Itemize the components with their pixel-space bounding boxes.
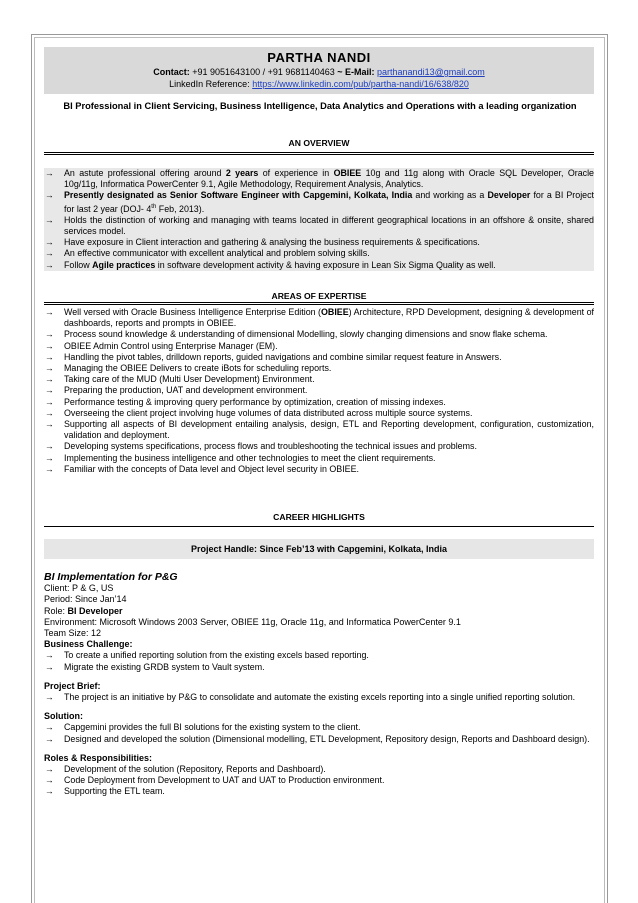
bullet-text: of experience in [258,168,334,178]
bullet-item [44,352,594,363]
candidate-name: PARTHA NANDI [267,50,371,65]
arrow-bullet-icon: → [45,419,54,430]
project-team-size: Team Size: 12 [44,628,102,639]
bullet-item [44,397,594,408]
bullet-text: OBIEE [321,307,349,317]
arrow-bullet-icon: → [45,351,54,362]
bullet-item [44,307,594,329]
bullet-text: 2 years [225,168,259,178]
bullet-text: Overseeing the client project involving huge volumes of data distributed across multiple source systems. [64,407,473,418]
bullet-text: Follow [64,259,93,270]
bullet-text: Developing systems specifications, process flows and troubleshooting the technical issues and problems. [64,441,477,452]
career-heading: CAREER HIGHLIGHTS [273,512,365,522]
bullet-text: th [151,203,157,210]
bullet-item [44,248,594,259]
bullet-item [44,464,594,475]
bullet-item [44,190,594,214]
project-client: Client: P & G, US [44,583,114,594]
arrow-bullet-icon: → [45,786,54,797]
bullet-item [44,237,594,248]
profile-summary: BI Professional in Client Servicing, Business Intelligence, Data Analytics and Operations with a leading organization [63,101,577,111]
role-label: Role: [44,605,68,616]
email-label: ~ E-Mail: [337,67,375,77]
bullet-item [44,786,594,797]
arrow-bullet-icon: → [45,733,54,744]
bullet-item [44,722,594,733]
bullet-text: An effective communicator with excellent analytical and problem solving skills. [64,248,370,259]
bullet-item [44,775,594,786]
bullet-text: Performance testing & improving query performance by optimization, creation of missing indexes. [64,396,446,407]
arrow-bullet-icon: → [45,764,54,775]
arrow-bullet-icon: → [45,441,54,452]
arrow-bullet-icon: → [45,363,54,374]
arrow-bullet-icon: → [45,248,54,259]
roles-label: Roles & Responsibilities: [44,752,153,763]
bullet-text: OBIEE Admin Control using Enterprise Manager (EM). [64,340,278,351]
arrow-bullet-icon: → [45,190,54,201]
bullet-text: Process sound knowledge & understanding of dimensional Modelling, slowly changing dimensions and snow flake schema. [64,329,548,340]
bullet-text: Preparing the production, UAT and development environment. [64,385,308,396]
bullet-item [44,329,594,340]
bullet-text: Have exposure in Client interaction and gathering & analysing the business requirements & specifications. [64,237,480,248]
bullet-text: Handling the pivot tables, drilldown reports, guided navigations and combine similar request feature in Answers. [64,351,502,362]
project-handle: Project Handle: Since Feb’13 with Capgemini, Kolkata, India [190,544,448,554]
expertise-heading: AREAS OF EXPERTISE [271,291,367,301]
arrow-bullet-icon: → [45,307,54,317]
arrow-bullet-icon: → [45,237,54,248]
bullet-text: OBIEE [333,168,362,178]
bullet-text: Agile practices [92,259,156,270]
bullet-text: Taking care of the MUD (Multi User Development) Environment. [64,374,315,385]
bullet-text: Presently designated as Senior Software Engineer with Capgemini, Kolkata, India [64,190,413,201]
resume-page [31,34,608,903]
overview-heading: AN OVERVIEW [288,138,350,148]
arrow-bullet-icon: → [45,396,54,407]
arrow-bullet-icon: → [45,385,54,396]
bullet-text: Managing the OBIEE Delivers to create iBots for scheduling reports. [64,363,332,374]
bullet-text: Familiar with the concepts of Data level and Object level security in OBIEE. [64,463,359,474]
brief-label: Project Brief: [44,680,101,691]
bullet-text: ) Architecture, RPD Development, designing & development of dashboards, reports and prompts in OBIEE. [64,307,594,329]
bullet-item [44,260,594,271]
bullet-text: and working as a [412,190,488,201]
arrow-bullet-icon: → [45,452,54,463]
expertise-rule-2 [44,304,594,305]
bullet-text: in software development activity & having exposure in Lean Six Sigma Quality as well. [155,259,496,270]
bullet-item [44,764,594,775]
contact-label: Contact: [153,67,190,77]
brief-list [44,692,594,703]
arrow-bullet-icon: → [45,722,54,733]
bullet-text: Developer [487,190,531,201]
contact-line [44,67,594,77]
arrow-bullet-icon: → [45,650,54,661]
bullet-item [44,168,594,190]
bullet-text: Designed and developed the solution (Dimensional modelling, ETL Development, Repository design, Reports and Dashboard design). [64,733,590,744]
bullet-item [44,419,594,441]
challenge-label: Business Challenge: [44,639,133,650]
bullet-text: Migrate the existing GRDB system to Vault system. [64,661,265,672]
career-rule [44,526,594,527]
bullet-item [44,662,594,673]
project-period: Period: Since Jan’14 [44,594,127,605]
arrow-bullet-icon: → [45,214,54,225]
bullet-item [44,441,594,452]
project-role [44,606,594,617]
bullet-item [44,374,594,385]
bullet-item [44,215,594,237]
project-title: BI Implementation for P&G [44,571,178,583]
bullet-item [44,692,594,703]
overview-rule-2 [44,154,594,155]
arrow-bullet-icon: → [45,259,54,270]
project-section [44,572,594,798]
roles-list [44,764,594,798]
phone-numbers: +91 9051643100 / +91 9681140463 [189,67,338,77]
arrow-bullet-icon: → [45,168,54,178]
bullet-text: Development of the solution (Repository, Reports and Dashboard). [64,764,326,775]
bullet-item [44,453,594,464]
bullet-item [44,385,594,396]
linkedin-label: LinkedIn Reference: [169,79,253,89]
bullet-item [44,650,594,661]
arrow-bullet-icon: → [45,407,54,418]
linkedin-link[interactable]: https://www.linkedin.com/pub/partha-nandi/16/638/820 [252,79,469,89]
arrow-bullet-icon: → [45,692,54,703]
overview-list [44,168,594,271]
header-block [44,47,594,94]
arrow-bullet-icon: → [45,329,54,340]
bullet-text: 10g and 11g along with Oracle SQL Developer, Oracle 10g/11g, Informatica PowerCenter 9.1, Agile Methodology, Requirement Analysis, Analytics. [64,168,594,190]
arrow-bullet-icon: → [45,775,54,786]
arrow-bullet-icon: → [45,374,54,385]
expertise-list [44,307,594,475]
bullet-item [44,734,594,745]
solution-label: Solution: [44,711,83,722]
bullet-text: Supporting the ETL team. [64,786,165,797]
bullet-text: Code Deployment from Development to UAT and UAT to Production environment. [64,775,385,786]
email-link[interactable]: parthanandi13@gmail.com [377,67,485,77]
bullet-text: An astute professional offering around [64,168,226,178]
arrow-bullet-icon: → [45,661,54,672]
bullet-text: Feb, 2013). [156,203,205,214]
bullet-item [44,363,594,374]
challenge-list [44,650,594,672]
bullet-text: Holds the distinction of working and managing with teams located in different geographical locations in an offshore & onsite, shared services model. [64,214,594,236]
bullet-text: To create a unified reporting solution from the existing excels based reporting. [64,650,369,661]
arrow-bullet-icon: → [45,463,54,474]
bullet-item [44,408,594,419]
linkedin-line [44,79,594,89]
bullet-text: Well versed with Oracle Business Intelligence Enterprise Edition ( [64,307,322,317]
bullet-text: Implementing the business intelligence and other technologies to meet the client requirements. [64,452,436,463]
bullet-text: The project is an initiative by P&G to consolidate and automate the existing excels reporting into a single unified reporting solution. [64,692,576,703]
bullet-text: Capgemini provides the full BI solutions for the existing system to the client. [64,722,361,733]
arrow-bullet-icon: → [45,340,54,351]
expertise-rule [44,302,594,303]
overview-rule [44,152,594,153]
solution-list [44,722,594,744]
project-environment: Environment: Microsoft Windows 2003 Server, OBIEE 11g, Oracle 11g, and Informatica PowerCenter 9.1 [44,616,461,627]
bullet-item [44,341,594,352]
bullet-text: Supporting all aspects of BI development entailing analysis, design, ETL and Reporting development, configuration, customization, validation and deployment. [64,419,594,441]
bullet-text: for a BI Project for last 2 year (DOJ- 4 [64,190,595,214]
role-value: BI Developer [67,605,123,616]
